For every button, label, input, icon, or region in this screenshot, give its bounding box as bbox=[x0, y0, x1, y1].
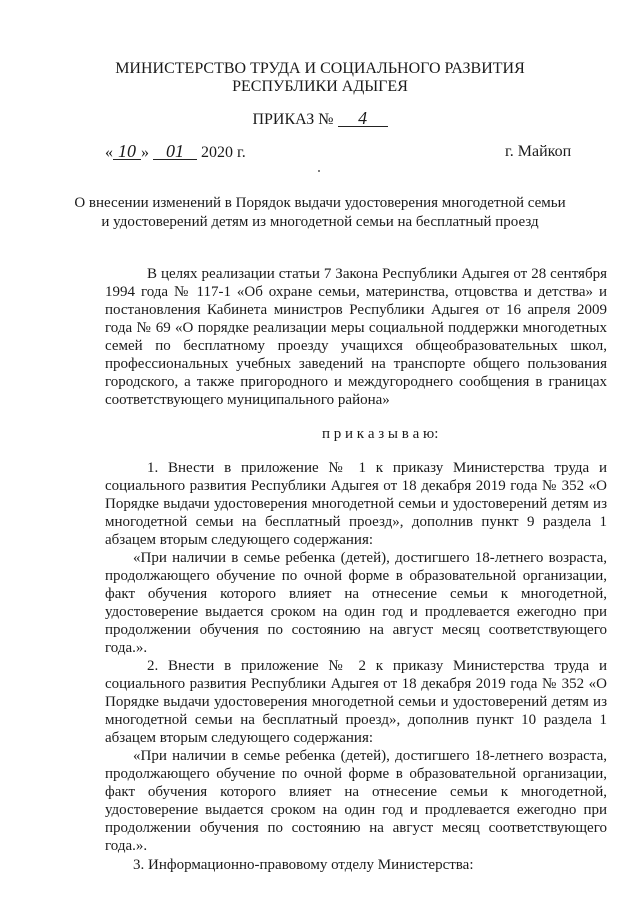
ministry-title-line2: РЕСПУБЛИКИ АДЫГЕЯ bbox=[232, 78, 408, 95]
order-city: г. Майкоп bbox=[505, 143, 572, 160]
item2-line: Порядке выдачи удостоверения многодетной семьи и удостоверений детям из bbox=[105, 694, 607, 710]
preamble-line: городского, а также пригородного и междугороднего сообщения в границах bbox=[105, 374, 607, 390]
item1-line: многодетной семьи на бесплатный проезд», дополнив пункт 9 раздела 1 bbox=[105, 514, 607, 530]
item1-line: 1. Внести в приложение № 1 к приказу Министерства труда и bbox=[147, 460, 607, 476]
date-month-handwritten: 01 bbox=[153, 143, 197, 160]
quote2-line: продолжающего обучение по очной форме в образовательной организации, bbox=[105, 766, 607, 782]
order-title-prefix: ПРИКАЗ № bbox=[252, 111, 334, 128]
quote2-line: продолжении обучения по состоянию на август месяц соответствующего bbox=[105, 820, 607, 836]
quote2-line: удостоверение выдается сроком на один год и продлевается ежегодно при bbox=[105, 802, 607, 818]
quote2-line: года.». bbox=[105, 838, 148, 854]
subject-line2: и удостоверений детям из многодетной семьи на бесплатный проезд bbox=[101, 214, 539, 230]
quote2-line: «При наличии в семье ребенка (детей), достигшего 18-летнего возраста, bbox=[133, 748, 607, 764]
quote1-line: «При наличии в семье ребенка (детей), достигшего 18-летнего возраста, bbox=[133, 550, 607, 566]
item1-line: абзацем вторым следующего содержания: bbox=[105, 532, 374, 548]
quote1-line: факт обучения которого влияет на отнесение семьи к многодетной, bbox=[105, 586, 607, 602]
quote1-line: удостоверение выдается сроком на один год и продлевается ежегодно при bbox=[105, 604, 607, 620]
preamble-line: 1994 года № 117-1 «Об охране семьи, материнства, отцовства и детства» и bbox=[105, 284, 607, 300]
quote1-line: продолжающего обучение по очной форме в образовательной организации, bbox=[105, 568, 607, 584]
preamble-line: постановления Кабинета министров Республики Адыгея от 16 апреля 2009 bbox=[105, 302, 607, 318]
item2-line: многодетной семьи на бесплатный проезд», дополнив пункт 10 раздела 1 bbox=[105, 712, 607, 728]
item2-line: 2. Внести в приложение № 2 к приказу Министерства труда и bbox=[147, 658, 607, 674]
item1-line: социального развития Республики Адыгея от 18 декабря 2019 года № 352 «О bbox=[105, 478, 607, 494]
item2-line: социального развития Республики Адыгея от 18 декабря 2019 года № 352 «О bbox=[105, 676, 607, 692]
quote1-line: продолжении обучения по состоянию на август месяц соответствующего bbox=[105, 622, 607, 638]
preamble-line: В целях реализации статьи 7 Закона Республики Адыгея от 28 сентября bbox=[147, 266, 607, 282]
quote2-line: факт обучения которого влияет на отнесение семьи к многодетной, bbox=[105, 784, 607, 800]
item1-line: Порядке выдачи удостоверения многодетной семьи и удостоверений детям из bbox=[105, 496, 607, 512]
preamble-line: семей по бесплатному проезду учащихся общеобразовательных школ, bbox=[105, 338, 607, 354]
date-open-quote: « bbox=[105, 144, 113, 161]
order-number-handwritten: 4 bbox=[338, 110, 388, 127]
preamble-line: соответствующего муниципального района» bbox=[105, 392, 390, 408]
order-date bbox=[105, 143, 246, 162]
ministry-title-line1: МИНИСТЕРСТВО ТРУДА И СОЦИАЛЬНОГО РАЗВИТИЯ bbox=[115, 60, 525, 77]
preamble-line: профессиональных учебных заведений на транспорте общего пользования bbox=[105, 356, 607, 372]
quote1-line: года.». bbox=[105, 640, 148, 656]
subject-line1: О внесении изменений в Порядок выдачи удостоверения многодетной семьи bbox=[74, 195, 566, 211]
date-year: 2020 г. bbox=[201, 144, 246, 161]
order-title bbox=[0, 110, 640, 129]
decree-word: п р и к а з ы в а ю: bbox=[322, 426, 439, 442]
date-day-handwritten: 10 bbox=[113, 143, 141, 160]
item3-line: 3. Информационно-правовому отделу Министерства: bbox=[133, 857, 474, 873]
item2-line: абзацем вторым следующего содержания: bbox=[105, 730, 374, 746]
date-close-quote: » bbox=[141, 144, 149, 161]
preamble-line: года № 69 «О порядке реализации меры социальной поддержки многодетных bbox=[105, 320, 607, 336]
scan-dot bbox=[318, 170, 320, 172]
